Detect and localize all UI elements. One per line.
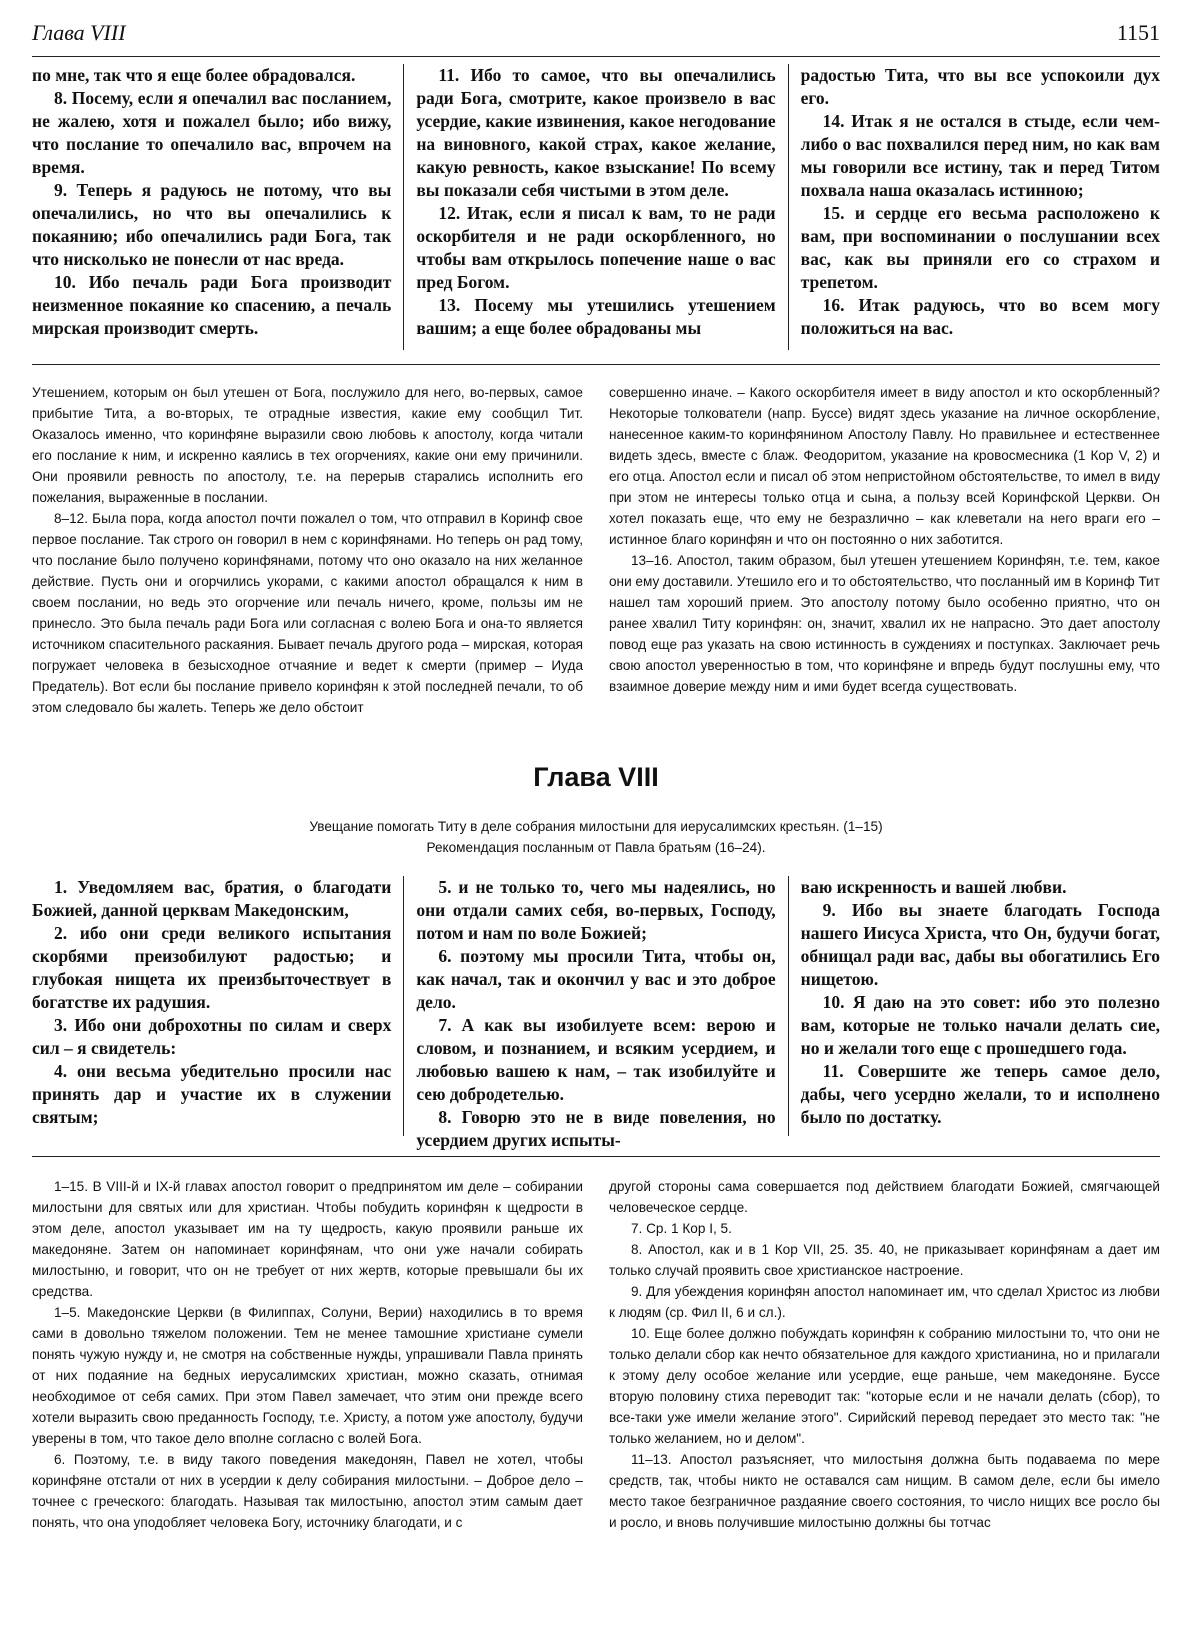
verse: 4. они весьма убедительно просили нас принять дар и участие их в служении святым;: [32, 1061, 392, 1127]
commentary-paragraph: 1–5. Македонские Церкви (в Филиппах, Солуни, Верии) находились в то время сами в довольно тяжелом положении. Тем не менее тамошние христиане сумели понять чужую нужду и, не смотря на собственные нужды, упрашивали Павла принять от них подаяние на бедных иерусалимских христиан, можно сказать, отнимая необходимое от себя самих. При этом Павел замечает, что этим они прежде всего хотели выразить свою преданность Господу, т.е. Христу, а потом уже апостолу, будучи уверены в том, что такое дело вполне согласно с волей Бога.: [32, 1305, 583, 1446]
commentary-column-2: [609, 1176, 1160, 1624]
verse: 11. Совершите же теперь самое дело, дабы, чего усердно желали, то и исполнено было по достатку.: [800, 1061, 1160, 1127]
scripture-column-3: [788, 876, 1160, 1136]
commentary-paragraph: 6. Поэтому, т.е. в виду такого поведения македонян, Павел не хотел, чтобы коринфяне отстали от них в усердии к делу собирания милостыни. – Доброе дело – точнее с греческого: благодать. Называя так милостыню, апостол этим самым дает понять, что она уподобляет человека Богу, источнику благодати, и с: [32, 1452, 583, 1530]
verse: 5. и не только то, чего мы надеялись, но они отдали самих себя, во-первых, Господу, потом и нам по воле Божией;: [416, 877, 776, 943]
scripture-column-3: [788, 64, 1160, 350]
verse: 9. Теперь я радуюсь не потому, что вы опечалились, но что вы опечалились к покаянию; ибо опечалились ради Бога, так что нисколько не понесли от нас вреда.: [32, 180, 392, 269]
chapter-summary: [32, 816, 1160, 858]
commentary-column-1: [32, 382, 583, 738]
verse: радостью Тита, что вы все успокоили дух его.: [800, 65, 1160, 108]
commentary-block-bottom: [32, 1176, 1160, 1624]
verse: 10. Ибо печаль ради Бога производит неизменное покаяние ко спасению, а печаль мирская производит смерть.: [32, 272, 392, 338]
header-rule: [32, 56, 1160, 57]
verse: ваю искренность и вашей любви.: [800, 877, 1067, 897]
scripture-column-2: [403, 876, 787, 1150]
running-header: [32, 20, 1160, 54]
commentary-paragraph: 8–12. Была пора, когда апостол почти пожалел о том, что отправил в Коринф свое первое послание. Так строго он говорил в нем с коринфянами. Но теперь он рад тому, что послание было получено коринфянами, потому что оно оказало на них желанное действие. Пусть они и огорчились укорами, с какими апостол обращался к ним в своем послании, но ведь это огорчение или печаль ничего, кроме, пользы им не принесло. Это была печаль ради Бога или согласная с волею Бога и она-то является источником спасительного раскаяния. Бывает печаль другого рода – мирская, которая погружает человека в безысходное отчаяние и ведет к смерти (пример – Иуда Предатель). Вот если бы послание привело коринфян к этой последней печали, то об этом следовало бы жалеть. Теперь же дело обстоит: [32, 511, 583, 715]
chapter-heading: Глава VIII: [533, 762, 659, 792]
scripture-column-1: [32, 64, 403, 350]
verse: 13. Посему мы утешились утешением вашим; а еще более обрадованы мы: [416, 295, 776, 338]
verse: 8. Говорю это не в виде повеления, но усердием других испыты-: [416, 1107, 776, 1150]
chapter-summary-line: Рекомендация посланным от Павла братьям (16–24).: [426, 840, 766, 855]
commentary-paragraph: 13–16. Апостол, таким образом, был утешен утешением Коринфян, т.е. тем, какое они ему доставили. Утешило его и то обстоятельство, что посланный им в Коринф Тит нашел там хороший прием. Это апостолу потому было особенно приятно, что он ранее хвалил Титу коринфян: он, значит, хвалил их не напрасно. Это дает апостолу повод еще раз указать на свою истинность в суждениях и поступках. Заключает речь свою апостол уверенностью в том, что коринфяне и впредь будут послушны ему, что взаимное доверие между ним и ими будет всегда существовать.: [609, 553, 1160, 694]
verse: 11. Ибо то самое, что вы опечалились ради Бога, смотрите, какое произвело в вас усердие, какие извинения, какое негодование на виновного, какой страх, какое желание, какую ревность, какое взыскание! По всему вы показали себя чистыми в этом деле.: [416, 65, 776, 200]
commentary-paragraph: другой стороны сама совершается под действием благодати Божией, смягчающей человеческое сердце.: [609, 1179, 1160, 1215]
verse: 14. Итак я не остался в стыде, если чем-либо о вас похвалился перед ним, но как вам мы говорили все истину, так и перед Титом похвала наша оказалась истинною;: [800, 111, 1160, 200]
chapter-summary-line: Увещание помогать Титу в деле собрания милостыни для иерусалимских крестьян. (1–15): [309, 819, 883, 834]
verse: 7. А как вы изобилуете всем: верою и словом, и познанием, и всяким усердием, и любовью вашею к нам, – так изобилуйте и сею добродетелью.: [416, 1015, 776, 1104]
verse: 16. Итак радуюсь, что во всем могу положиться на вас.: [800, 295, 1160, 338]
commentary-paragraph: 7. Ср. 1 Кор I, 5.: [631, 1221, 732, 1236]
commentary-column-2: [609, 382, 1160, 738]
verse: 2. ибо они среди великого испытания скорбями преизобилуют радостью; и глубокая нищета их преизбыточествует в богатстве их радушия.: [32, 923, 392, 1012]
commentary-paragraph: совершенно иначе. – Какого оскорбителя имеет в виду апостол и кто оскорбленный? Некоторые толкователи (напр. Буссе) видят здесь указание на личное оскорбление, нанесенное каким-то коринфянином Апостолу Павлу. Но правильнее и естественнее видеть здесь, вместе с блаж. Феодоритом, указание на кровосмесника (1 Кор V, 2) и его отца. Апостол если и писал об этом непристойном обстоятельстве, то имел в виду при этом не интересы только отца и сына, а пользу всей Коринфской Церкви. Он хотел показать еще, что ему не безразлично – как клеветали на него враги его – истинное благо коринфян и что он постоянно о них заботится.: [609, 385, 1160, 547]
commentary-paragraph: 10. Еще более должно побуждать коринфян к собранию милостыни то, что они не только делали сбор как нечто обязательное для каждого христианина, но и прилагали к этому делу особое желание или усердие, еще раньше, чем македоняне. Буссе вторую половину стиха переводит так: "которые если и не начали делать (сбор), то все-таки уже имели желание этого". Сирийский перевод передает это место так: "не только желанием, но и делом".: [609, 1326, 1160, 1446]
scripture-block-top: [32, 64, 1160, 350]
section-rule: [32, 364, 1160, 365]
commentary-column-1: [32, 1176, 583, 1624]
commentary-paragraph: 8. Апостол, как и в 1 Кор VII, 25. 35. 40, не приказывает коринфянам а дает им только случай проявить свое христианское настроение.: [609, 1242, 1160, 1278]
verse: 12. Итак, если я писал к вам, то не ради оскорбителя и не ради оскорбленного, но чтобы вам открылось попечение наше о вас пред Богом.: [416, 203, 776, 292]
verse: 8. Посему, если я опечалил вас посланием, не жалею, хотя и пожалел было; ибо вижу, что послание то опечалило вас, впрочем на время.: [32, 88, 392, 177]
scripture-column-1: [32, 876, 403, 1136]
commentary-paragraph: 9. Для убеждения коринфян апостол напоминает им, что сделал Христос из любви к людям (ср. Фил II, 6 и сл.).: [609, 1284, 1160, 1320]
verse: 9. Ибо вы знаете благодать Господа нашего Иисуса Христа, что Он, будучи богат, обнищал ради вас, дабы вы обогатились Его нищетою.: [800, 900, 1160, 989]
running-chapter-title: Глава VIII: [32, 20, 126, 45]
commentary-paragraph: 1–15. В VIII-й и IX-й главах апостол говорит о предпринятом им деле – собирании милостыни для святых или для христиан. Чтобы побудить коринфян к щедрости в этом деле, апостол указывает им на ту щедрость, какую проявили раньше их македоняне. Затем он напоминает коринфянам, что они уже начали собирать милостыню, и говорит, что он не требует от них жертв, которые превышали бы их средства.: [32, 1179, 583, 1299]
commentary-paragraph: 11–13. Апостол разъясняет, что милостыня должна быть подаваема по мере средств, так, чтобы никто не оставался сам нищим. В самом деле, если бы имело место такое безграничное раздаяние своего состояния, то число нищих все росло бы и росло, и вновь получившие милостыню должны бы тотчас: [609, 1452, 1160, 1530]
verse: 15. и сердце его весьма расположено к вам, при воспоминании о послушании всех вас, как вы приняли его со страхом и трепетом.: [800, 203, 1160, 292]
page-number: 1151: [1116, 20, 1160, 45]
verse: 1. Уведомляем вас, братия, о благодати Божией, данной церквам Македонским,: [32, 877, 392, 920]
verse: по мне, так что я еще более обрадовался.: [32, 65, 356, 85]
commentary-block-top: [32, 382, 1160, 738]
scripture-column-2: [403, 64, 787, 350]
commentary-paragraph: Утешением, которым он был утешен от Бога, послужило для него, во-первых, самое прибытие Тита, а во-вторых, те отрадные известия, какие ему сообщил Тит. Оказалось именно, что коринфяне выразили свою любовь к апостолу, когда читали его послание к ним, и искренно каялись в тех огорчениях, какие они ему причинили. Они проявили ревность по апостолу, т.е. на перерыв старались исполнить его пожелания, выраженные в послании.: [32, 385, 583, 505]
verse: 6. поэтому мы просили Тита, чтобы он, как начал, так и окончил у вас и это доброе дело.: [416, 946, 776, 1012]
verse: 3. Ибо они доброхотны по силам и сверх сил – я свидетель:: [32, 1015, 392, 1058]
verse: 10. Я даю на это совет: ибо это полезно вам, которые не только начали делать сие, но и желали того еще с прошедшего года.: [800, 992, 1160, 1058]
scripture-block-bottom: [32, 876, 1160, 1150]
section-rule: [32, 1156, 1160, 1157]
